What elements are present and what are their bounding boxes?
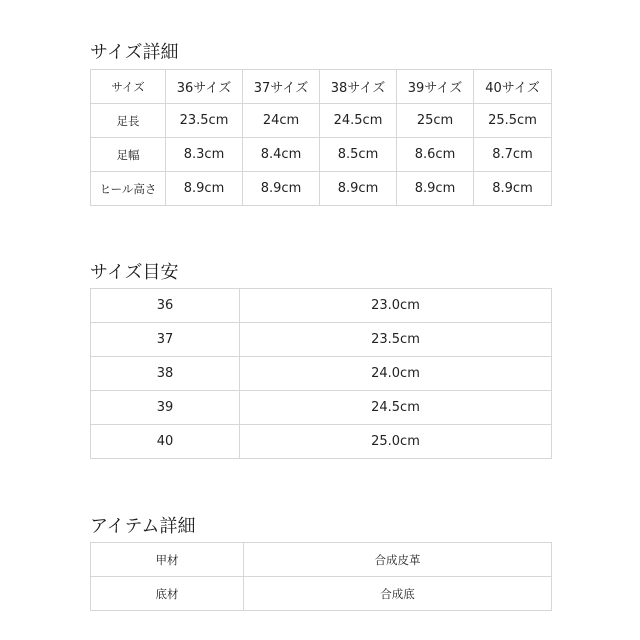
item-detail-title: アイテム詳細: [90, 516, 196, 537]
size-detail-title: サイズ詳細: [90, 42, 179, 63]
foot-width-40: 8.7cm: [474, 138, 552, 172]
upper-material-row: [91, 543, 552, 577]
size-guide-row: [91, 425, 552, 459]
heel-height-39: 8.9cm: [397, 172, 474, 206]
size-guide-length: 24.5cm: [240, 391, 552, 425]
size-header-39: 39サイズ: [397, 70, 474, 104]
size-guide-row: [91, 289, 552, 323]
size-guide-length: 23.5cm: [240, 323, 552, 357]
size-guide-size: 36: [91, 289, 240, 323]
upper-material-value: 合成皮革: [244, 543, 552, 577]
foot-length-40: 25.5cm: [474, 104, 552, 138]
item-detail-table: [90, 542, 552, 611]
sole-material-label: 底材: [91, 577, 244, 611]
size-detail-table: [90, 69, 552, 206]
upper-material-label: 甲材: [91, 543, 244, 577]
size-guide-table: [90, 288, 552, 459]
foot-length-37: 24cm: [243, 104, 320, 138]
size-guide-size: 40: [91, 425, 240, 459]
heel-height-label: ヒール高さ: [91, 172, 166, 206]
size-guide-length: 25.0cm: [240, 425, 552, 459]
foot-length-label: 足長: [91, 104, 166, 138]
size-guide-title: サイズ目安: [90, 262, 179, 283]
foot-width-39: 8.6cm: [397, 138, 474, 172]
size-guide-length: 23.0cm: [240, 289, 552, 323]
size-guide-size: 39: [91, 391, 240, 425]
foot-width-38: 8.5cm: [320, 138, 397, 172]
foot-length-39: 25cm: [397, 104, 474, 138]
size-header-36: 36サイズ: [166, 70, 243, 104]
size-header-40: 40サイズ: [474, 70, 552, 104]
foot-width-36: 8.3cm: [166, 138, 243, 172]
size-guide-size: 37: [91, 323, 240, 357]
size-detail-header-row: [91, 70, 552, 104]
foot-length-row: [91, 104, 552, 138]
size-guide-row: [91, 357, 552, 391]
size-header-37: 37サイズ: [243, 70, 320, 104]
sole-material-value: 合成底: [244, 577, 552, 611]
size-header-label: サイズ: [91, 70, 166, 104]
heel-height-38: 8.9cm: [320, 172, 397, 206]
foot-length-38: 24.5cm: [320, 104, 397, 138]
sole-material-row: [91, 577, 552, 611]
heel-height-40: 8.9cm: [474, 172, 552, 206]
size-guide-row: [91, 323, 552, 357]
foot-width-label: 足幅: [91, 138, 166, 172]
heel-height-37: 8.9cm: [243, 172, 320, 206]
size-guide-size: 38: [91, 357, 240, 391]
size-header-38: 38サイズ: [320, 70, 397, 104]
size-guide-row: [91, 391, 552, 425]
foot-width-37: 8.4cm: [243, 138, 320, 172]
heel-height-36: 8.9cm: [166, 172, 243, 206]
size-guide-length: 24.0cm: [240, 357, 552, 391]
foot-width-row: [91, 138, 552, 172]
heel-height-row: [91, 172, 552, 206]
foot-length-36: 23.5cm: [166, 104, 243, 138]
